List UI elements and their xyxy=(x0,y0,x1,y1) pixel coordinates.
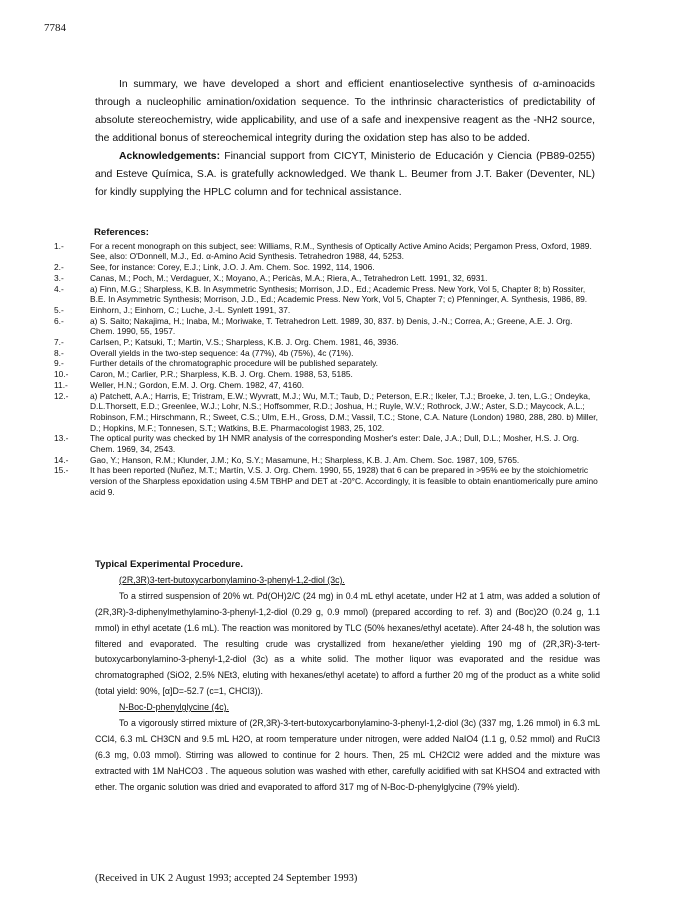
summary-paragraph: In summary, we have developed a short and efficient enantioselective synthesis of α-aminoacids through a nucleophilic amination/oxidation sequence. To the inthrinsic characteristics of predictability of absolute stereochemistry, wide applicability, and use of a safe and inexpensive reagent as the -NH2 source, the additional bonus of stereochemical integrity during the oxidation step has also to be added. xyxy=(95,79,595,144)
reference-text: Canas, M.; Poch, M.; Verdaguer, X.; Moyano, A.; Pericàs, M.A.; Riera, A., Tetrahedron Lett. 1991, 32, 6931. xyxy=(90,272,488,283)
summary-section xyxy=(95,76,595,202)
reference-text: Carlsen, P.; Katsuki, T.; Martin, V.S.; Sharpless, K.B. J. Org. Chem. 1981, 46, 3936. xyxy=(90,337,399,348)
reference-item xyxy=(48,380,598,391)
reference-item xyxy=(48,433,598,454)
reference-number: 8.- xyxy=(54,347,64,358)
compound-3c-heading: (2R,3R)3-tert-butoxycarbonylamino-3-phenyl-1,2-diol (3c). xyxy=(119,574,345,585)
reference-text: Weller, H.N.; Gordon, E.M. J. Org. Chem. 1982, 47, 4160. xyxy=(90,379,304,390)
experimental-section xyxy=(95,557,600,796)
reference-text: The optical purity was checked by 1H NMR analysis of the corresponding Mosher's ester: Dale, J.A.; Dull, D.L.; Mosher, H.S. J. Org. Chem. 1969, 34, 2543. xyxy=(90,433,579,455)
reference-item xyxy=(48,262,598,273)
reference-text: a) Patchett, A.A.; Harris, E; Tristram, E.W.; Wyvratt, M.J.; Wu, M.T.; Taub, D.; Peterson, E.R.; Ikeler, T.J.; Broeke, J. ten, L.G.; Ondeyka, D.L.Thorsett, E.D.; Greenlee, W.J.; Lohr, N.S.; Hoffsommer, R.D.; Joshua, H.; Ruyle, W.V.; Rothrock, J.W.; Aster, S.D.; Maycock, A.L.; Robinson, F.M.; Hirschmann, R.; Sweet, C.S.; Ulm, E.H., Gross, D.M.; Vassil, T.C.; Stone, C.A. Nature (London) 1980, 288, 280. b) Miller, D.; Hopkins, M.F.; Tonnesen, S.T.; Watkins, B.E. Pharmacologist 1983, 25, 102. xyxy=(90,390,598,433)
page-number: 7784 xyxy=(44,22,66,34)
reference-item xyxy=(48,284,598,305)
reference-number: 13.- xyxy=(54,433,69,444)
reference-number: 14.- xyxy=(54,454,69,465)
reference-number: 12.- xyxy=(54,390,69,401)
reference-number: 5.- xyxy=(54,304,64,315)
reference-item xyxy=(48,273,598,284)
references-list xyxy=(48,241,598,498)
reference-text: Einhorn, J.; Einhorn, C.; Luche, J.-L. Synlett 1991, 37. xyxy=(90,304,291,315)
compound-4c-heading: N-Boc-D-phenylglycine (4c). xyxy=(119,702,229,713)
reference-text: Gao, Y.; Hanson, R.M.; Klunder, J.M.; Ko, S.Y.; Masamune, H.; Sharpless, K.B. J. Am. Chem. Soc. 1987, 109, 5765. xyxy=(90,454,520,465)
reference-number: 11.- xyxy=(54,379,68,390)
references-section xyxy=(48,228,598,498)
reference-text: Caron, M.; Carlier, P.R.; Sharpless, K.B. J. Org. Chem. 1988, 53, 5185. xyxy=(90,369,353,380)
procedure-4c-paragraph: To a vigorously stirred mixture of (2R,3R)-3-tert-butoxycarbonylamino-3-phenyl-1,2-diol (3c) (337 mg, 1.26 mmol) in 6.3 mL CCl4, 6.3 mL CH3CN and 9.5 mL H2O, at room temperature under nitrogen, were added NaIO4 (1.1 g, 0.52 mmol) and RuCl3 (6.3 mg, 0.03 mmol). Stirring was allowed to continue for 2 hours. Then, 25 mL CH2Cl2 were added and the mixture was extracted with 1M NaHCO3 . The aqueous solution was washed with ether, carefully acidified with sat KHSO4 and extracted with ether. The organic solution was dried and evaporated to afford 317 mg of N-Boc-D-phenylglycine (79% yield). xyxy=(95,718,600,792)
reference-item xyxy=(48,241,598,262)
reference-number: 7.- xyxy=(54,337,64,348)
reference-text: For a recent monograph on this subject, see: Williams, R.M., Synthesis of Optically Active Amino Acids; Pergamon Press, Oxford, 1989. See, also: O'Donnell, M.J., Ed. α-Amino Acid Synthesis. Tetrahedron 1988, 44, 5253. xyxy=(90,240,592,262)
reference-number: 10.- xyxy=(54,369,69,380)
reference-item xyxy=(48,369,598,380)
reference-number: 3.- xyxy=(54,272,64,283)
reference-text: a) S. Saito; Nakajima, H.; Inaba, M.; Moriwake, T. Tetrahedron Lett. 1989, 30, 837. b) Denis, J.-N.; Correa, A.; Greene, A.E. J. Org. Chem. 1990, 55, 1957. xyxy=(90,315,573,337)
reference-item xyxy=(48,465,598,497)
acknowledgements-text: Financial support from CICYT, Ministerio de Educación y Ciencia (PB89-0255) and Esteve Química, S.A. is gratefully acknowledged. We thank L. Beumer from J.T. Baker (Deventer, NL) for kindly supplying the HPLC column and for technical assistance. xyxy=(95,151,595,198)
reference-number: 6.- xyxy=(54,315,64,326)
reference-item xyxy=(48,455,598,466)
reference-item xyxy=(48,337,598,348)
reference-number: 2.- xyxy=(54,262,64,273)
reference-item xyxy=(48,348,598,359)
reference-text: Further details of the chromatographic procedure will be published separately. xyxy=(90,358,379,369)
reference-item xyxy=(48,358,598,369)
reference-number: 9.- xyxy=(54,358,64,369)
procedure-3c-paragraph: To a stirred suspension of 20% wt. Pd(OH)2/C (24 mg) in 0.4 mL ethyl acetate, under H2 at 1 atm, was added a solution of (2R,3R)-3-diphenylmethylamino-3-phenyl-1,2-diol (0.29 g, 0.9 mmol) (prepared according to ref. 3) and (Boc)2O (0.24 g, 1.1 mmol) in ethyl acetate (1.6 mL). The reaction was monitored by TLC (50% hexanes/ethyl acetate). After 24-48 h, the solution was filtered and evaporated. The resulting crude was crystallized from hexane/ether yielding 190 mg of (2R,3R)-3-tert-butoxycarbonylamino-3-phenyl-1,2-diol (3c) as a white solid. The mother liquor was evaporated and the residue was chromatographed (SiO2, 2.5% NEt3, eluting with hexanes/ethyl acetate) to afford a further 20 mg of the product as a white solid (total yield: 90%, [α]D=-52.7 (c=1, CHCl3)). xyxy=(95,590,600,697)
reference-number: 15.- xyxy=(54,465,69,476)
reference-text: See, for instance: Corey, E.J.; Link, J.O. J. Am. Chem. Soc. 1992, 114, 1906. xyxy=(90,262,375,273)
acknowledgements-paragraph xyxy=(95,148,595,202)
reference-item xyxy=(48,305,598,316)
references-heading: References: xyxy=(94,227,149,238)
acknowledgements-heading: Acknowledgements: xyxy=(119,151,221,162)
reference-text: Overall yields in the two-step sequence: 4a (77%), 4b (75%), 4c (71%). xyxy=(90,347,354,358)
received-dates: (Received in UK 2 August 1993; accepted 24 September 1993) xyxy=(95,873,358,884)
reference-number: 4.- xyxy=(54,283,64,294)
reference-item xyxy=(48,391,598,434)
reference-text: It has been reported (Nuñez, M.T.; Martín, V.S. J. Org. Chem. 1990, 55, 1928) that 6 can be prepared in >95% ee by the stoichiometric version of the Sharpless epoxidation using 4.5M TBHP and DET at -20°C. Accordingly, it is feasible to obtain enantiomerically pure amino acid 9. xyxy=(90,465,598,497)
reference-text: a) Finn, M.G.; Sharpless, K.B. In Asymmetric Synthesis; Morrison, J.D., Ed.; Academic Press. New York, Vol 5, Chapter 8; b) Rossiter, B.E. In Asymmetric Synthesis; Morrison, J.D., Ed.; Academic Press. New York, Vol 5, Chapter 7; c) Pfenninger, A. Synthesis, 1986, 89. xyxy=(90,283,588,305)
reference-number: 1.- xyxy=(54,240,64,251)
experimental-heading: Typical Experimental Procedure. xyxy=(95,559,244,570)
reference-item xyxy=(48,316,598,337)
